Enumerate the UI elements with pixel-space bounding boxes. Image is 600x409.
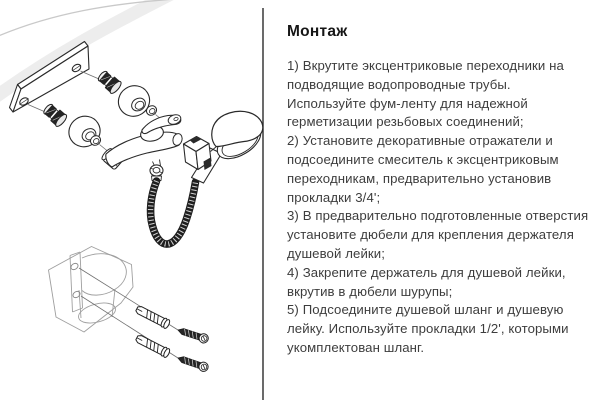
instruction-line: подсоедините смеситель к эксцентриковым bbox=[287, 151, 559, 167]
instruction-line: 1) Вкрутите эксцентриковые переходники на bbox=[287, 58, 564, 73]
instruction-line: герметизации резьбовых соединений; bbox=[287, 114, 524, 130]
screw-1 bbox=[177, 326, 210, 345]
shower-hose bbox=[151, 181, 196, 244]
eccentric-adapter-bottom bbox=[41, 102, 68, 128]
instruction-step bbox=[287, 301, 595, 357]
instruction-line: 5) Подсоедините душевой шланг и душевую bbox=[287, 302, 564, 318]
instruction-line: укомплектован шланг. bbox=[287, 339, 425, 355]
instruction-step bbox=[287, 264, 595, 302]
instruction-line: переходникам, предварительно установив bbox=[287, 170, 552, 186]
instruction-list bbox=[287, 57, 595, 358]
section-title: Монтаж bbox=[287, 23, 348, 40]
instruction-line: установите дюбели для крепления держателя bbox=[287, 227, 574, 243]
escutcheon-bottom bbox=[63, 110, 106, 152]
instruction-line: вкрутив в дюбели шурупы; bbox=[287, 283, 453, 299]
screw-2 bbox=[177, 354, 210, 373]
instruction-line: душевой лейки; bbox=[287, 245, 386, 261]
instruction-line: 2) Установите декоративные отражатели и bbox=[287, 133, 553, 149]
instruction-line: подводящие водопроводные трубы. bbox=[287, 76, 511, 92]
wall-holder-wireframe bbox=[49, 247, 134, 333]
wall-dowel-1 bbox=[135, 305, 171, 330]
instruction-line: Используйте фум-ленту для надежной bbox=[287, 95, 528, 111]
instruction-line: 4) Закрепите держатель для душевой лейки, bbox=[287, 264, 566, 280]
assembly-leader-lines bbox=[79, 268, 178, 358]
eccentric-adapter-top bbox=[96, 69, 123, 95]
shower-holder-bracket bbox=[184, 137, 212, 171]
wall-dowel-2 bbox=[135, 334, 171, 359]
instruction-step bbox=[287, 207, 595, 263]
instruction-line: 3) В предварительно подготовленные отверстия bbox=[287, 208, 589, 224]
instruction-line: лейку. Используйте прокладки 1/2', которыми bbox=[287, 321, 569, 337]
instruction-line: прокладки 3/4'; bbox=[287, 189, 381, 205]
instruction-step bbox=[287, 132, 595, 207]
instruction-step bbox=[287, 57, 595, 132]
